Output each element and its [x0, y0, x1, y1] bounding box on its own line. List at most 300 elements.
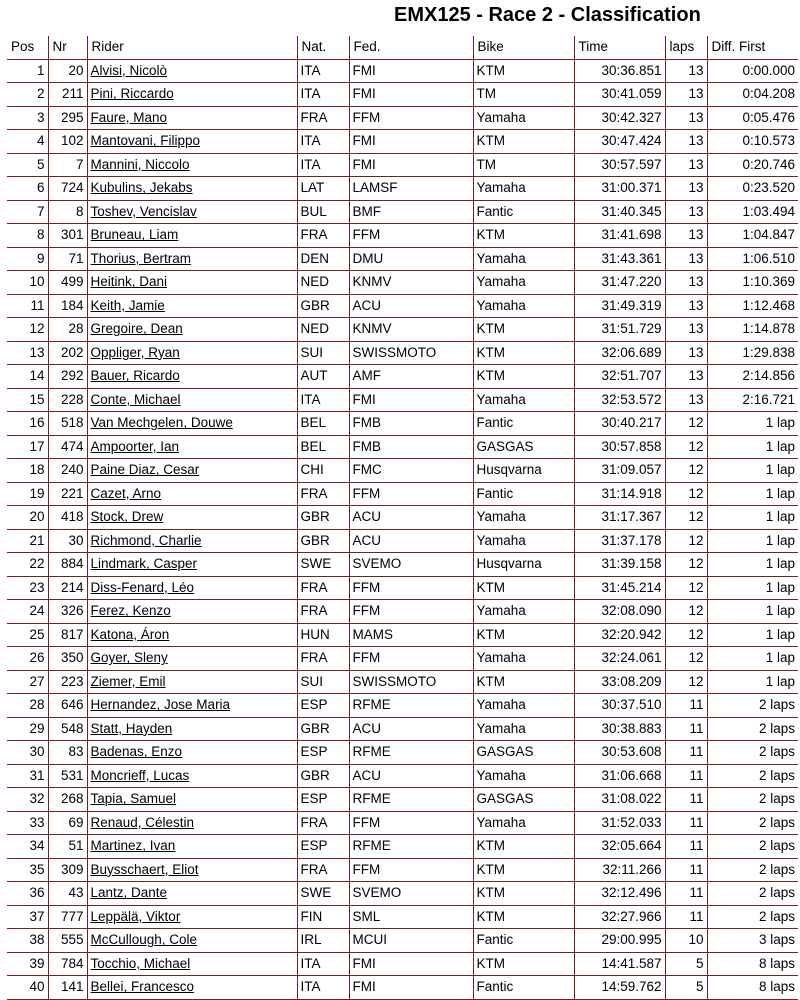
cell-laps: 12: [665, 623, 707, 647]
cell-laps: 11: [665, 717, 707, 741]
cell-laps: 12: [665, 435, 707, 459]
cell-diff-first: 2 laps: [707, 905, 798, 929]
cell-pos: 2: [7, 83, 48, 107]
cell-diff-first: 0:04.208: [707, 83, 798, 107]
cell-rider: [87, 647, 297, 671]
cell-rider: [87, 764, 297, 788]
cell-nr: 817: [48, 623, 87, 647]
cell-laps: 10: [665, 929, 707, 953]
cell-nat: ITA: [297, 59, 349, 83]
cell-time: 32:27.966: [574, 905, 665, 929]
cell-bike: Fantic: [473, 200, 574, 224]
cell-diff-first: 0:23.520: [707, 177, 798, 201]
header-nat: Nat.: [297, 36, 349, 59]
table-row: [7, 318, 798, 342]
cell-nr: 71: [48, 247, 87, 271]
cell-pos: 32: [7, 788, 48, 812]
cell-time: 31:49.319: [574, 294, 665, 318]
cell-diff-first: 2 laps: [707, 717, 798, 741]
table-row: [7, 905, 798, 929]
cell-bike: KTM: [473, 623, 574, 647]
rider-link[interactable]: Lindmark, Casper: [90, 556, 198, 572]
cell-laps: 13: [665, 318, 707, 342]
cell-fed: RFME: [349, 788, 473, 812]
cell-laps: 13: [665, 224, 707, 248]
rider-link[interactable]: Pini, Riccardo: [90, 86, 174, 102]
cell-nat: HUN: [297, 623, 349, 647]
cell-bike: KTM: [473, 341, 574, 365]
cell-nat: ESP: [297, 788, 349, 812]
cell-nr: 8: [48, 200, 87, 224]
cell-bike: GASGAS: [473, 435, 574, 459]
rider-link[interactable]: Oppliger, Ryan: [90, 344, 180, 360]
cell-rider: [87, 294, 297, 318]
rider-link[interactable]: Renaud, Célestin: [90, 814, 195, 830]
cell-bike: Yamaha: [473, 388, 574, 412]
cell-bike: Yamaha: [473, 694, 574, 718]
table-row: [7, 647, 798, 671]
cell-laps: 13: [665, 200, 707, 224]
cell-time: 31:08.022: [574, 788, 665, 812]
cell-fed: BMF: [349, 200, 473, 224]
table-row: [7, 482, 798, 506]
cell-nr: 30: [48, 529, 87, 553]
cell-fed: FMI: [349, 388, 473, 412]
table-row: [7, 435, 798, 459]
cell-diff-first: 1 lap: [707, 623, 798, 647]
cell-pos: 8: [7, 224, 48, 248]
cell-bike: Yamaha: [473, 647, 574, 671]
table-row: [7, 529, 798, 553]
cell-fed: SWISSMOTO: [349, 670, 473, 694]
cell-time: 14:41.587: [574, 952, 665, 976]
cell-pos: 5: [7, 153, 48, 177]
rider-link[interactable]: Tapia, Samuel: [90, 791, 177, 807]
cell-time: 30:57.597: [574, 153, 665, 177]
cell-nr: 69: [48, 811, 87, 835]
rider-link[interactable]: Tocchio, Michael: [90, 955, 191, 971]
table-row: [7, 764, 798, 788]
cell-fed: FFM: [349, 482, 473, 506]
cell-nat: FRA: [297, 224, 349, 248]
cell-rider: [87, 435, 297, 459]
rider-link[interactable]: Statt, Hayden: [90, 720, 173, 736]
cell-time: 31:52.033: [574, 811, 665, 835]
rider-link[interactable]: Badenas, Enzo: [90, 744, 183, 760]
cell-nat: ITA: [297, 130, 349, 154]
cell-diff-first: 1 lap: [707, 553, 798, 577]
cell-laps: 11: [665, 764, 707, 788]
cell-pos: 15: [7, 388, 48, 412]
cell-rider: [87, 858, 297, 882]
cell-nr: 51: [48, 835, 87, 859]
cell-laps: 13: [665, 388, 707, 412]
rider-link[interactable]: Conte, Michael: [90, 391, 181, 407]
cell-nat: FRA: [297, 106, 349, 130]
cell-diff-first: 8 laps: [707, 952, 798, 976]
table-row: [7, 882, 798, 906]
cell-laps: 11: [665, 694, 707, 718]
table-row: [7, 106, 798, 130]
cell-diff-first: 1 lap: [707, 576, 798, 600]
cell-pos: 29: [7, 717, 48, 741]
cell-time: 30:38.883: [574, 717, 665, 741]
cell-nat: AUT: [297, 365, 349, 389]
cell-nat: BUL: [297, 200, 349, 224]
rider-link[interactable]: Ampoorter, Ian: [90, 438, 180, 454]
cell-laps: 13: [665, 130, 707, 154]
cell-rider: [87, 553, 297, 577]
cell-pos: 4: [7, 130, 48, 154]
cell-nat: FRA: [297, 858, 349, 882]
cell-nat: FIN: [297, 905, 349, 929]
table-row: [7, 623, 798, 647]
cell-nr: 309: [48, 858, 87, 882]
cell-bike: TM: [473, 83, 574, 107]
cell-nat: ITA: [297, 952, 349, 976]
rider-link[interactable]: Paine Diaz, Cesar: [90, 462, 200, 478]
cell-pos: 17: [7, 435, 48, 459]
cell-bike: KTM: [473, 318, 574, 342]
table-row: [7, 929, 798, 953]
rider-link[interactable]: Katona, Áron: [90, 626, 170, 642]
header-bike: Bike: [473, 36, 574, 59]
cell-pos: 38: [7, 929, 48, 953]
cell-nr: 268: [48, 788, 87, 812]
cell-nat: LAT: [297, 177, 349, 201]
cell-diff-first: 0:05.476: [707, 106, 798, 130]
cell-pos: 24: [7, 600, 48, 624]
cell-bike: Yamaha: [473, 247, 574, 271]
cell-pos: 10: [7, 271, 48, 295]
table-row: [7, 788, 798, 812]
cell-pos: 39: [7, 952, 48, 976]
cell-nr: 221: [48, 482, 87, 506]
cell-fed: SVEMO: [349, 553, 473, 577]
cell-diff-first: 0:00.000: [707, 59, 798, 83]
cell-time: 31:45.214: [574, 576, 665, 600]
rider-link[interactable]: Bauer, Ricardo: [90, 368, 180, 384]
cell-time: 31:17.367: [574, 506, 665, 530]
cell-bike: KTM: [473, 365, 574, 389]
cell-time: 31:37.178: [574, 529, 665, 553]
header-rider: Rider: [87, 36, 297, 59]
cell-time: 30:47.424: [574, 130, 665, 154]
table-row: [7, 600, 798, 624]
cell-fed: ACU: [349, 294, 473, 318]
cell-rider: [87, 177, 297, 201]
table-row: [7, 153, 798, 177]
cell-nat: SWE: [297, 882, 349, 906]
cell-pos: 35: [7, 858, 48, 882]
cell-bike: Yamaha: [473, 529, 574, 553]
cell-bike: Fantic: [473, 929, 574, 953]
cell-nr: 784: [48, 952, 87, 976]
cell-pos: 7: [7, 200, 48, 224]
rider-link[interactable]: Mannini, Niccolo: [90, 156, 190, 172]
cell-laps: 13: [665, 83, 707, 107]
rider-link[interactable]: Faure, Mano: [90, 109, 168, 125]
cell-rider: [87, 600, 297, 624]
header-time: Time: [574, 36, 665, 59]
cell-fed: AMF: [349, 365, 473, 389]
cell-laps: 11: [665, 741, 707, 765]
cell-diff-first: 3 laps: [707, 929, 798, 953]
table-row: [7, 271, 798, 295]
table-row: [7, 835, 798, 859]
cell-laps: 13: [665, 59, 707, 83]
table-row: [7, 811, 798, 835]
rider-link[interactable]: Moncrieff, Lucas: [90, 767, 190, 783]
rider-link[interactable]: Van Mechgelen, Douwe: [90, 415, 233, 431]
cell-bike: KTM: [473, 835, 574, 859]
cell-rider: [87, 576, 297, 600]
rider-link[interactable]: Kubulins, Jekabs: [90, 180, 193, 196]
cell-laps: 5: [665, 952, 707, 976]
cell-diff-first: 1 lap: [707, 670, 798, 694]
cell-nr: 518: [48, 412, 87, 436]
cell-nat: ESP: [297, 741, 349, 765]
cell-time: 31:43.361: [574, 247, 665, 271]
cell-fed: KNMV: [349, 271, 473, 295]
rider-link[interactable]: Mantovani, Filippo: [90, 133, 201, 149]
header-laps: laps: [665, 36, 707, 59]
cell-pos: 12: [7, 318, 48, 342]
rider-link[interactable]: Toshev, Vencislav: [90, 203, 197, 219]
cell-nr: 228: [48, 388, 87, 412]
table-row: [7, 224, 798, 248]
cell-fed: FMI: [349, 83, 473, 107]
cell-fed: FMI: [349, 130, 473, 154]
cell-rider: [87, 341, 297, 365]
cell-nr: 7: [48, 153, 87, 177]
cell-fed: FFM: [349, 106, 473, 130]
table-row: [7, 717, 798, 741]
cell-nat: BEL: [297, 412, 349, 436]
rider-link[interactable]: Keith, Jamie: [90, 297, 165, 313]
rider-link[interactable]: Richmond, Charlie: [90, 532, 202, 548]
cell-time: 33:08.209: [574, 670, 665, 694]
cell-rider: [87, 59, 297, 83]
cell-laps: 11: [665, 835, 707, 859]
cell-pos: 9: [7, 247, 48, 271]
rider-link[interactable]: Heitink, Dani: [90, 274, 168, 290]
table-row: [7, 130, 798, 154]
cell-pos: 40: [7, 976, 48, 1000]
cell-nr: 646: [48, 694, 87, 718]
cell-nr: 350: [48, 647, 87, 671]
cell-laps: 13: [665, 365, 707, 389]
cell-fed: ACU: [349, 764, 473, 788]
cell-fed: ACU: [349, 717, 473, 741]
cell-nat: GBR: [297, 506, 349, 530]
cell-nat: SUI: [297, 341, 349, 365]
header-fed: Fed.: [349, 36, 473, 59]
rider-link[interactable]: Diss-Fenard, Léo: [90, 579, 195, 595]
rider-link[interactable]: Bellei, Francesco: [90, 979, 195, 995]
cell-bike: KTM: [473, 576, 574, 600]
cell-fed: FFM: [349, 600, 473, 624]
cell-nr: 474: [48, 435, 87, 459]
cell-nr: 548: [48, 717, 87, 741]
cell-nr: 499: [48, 271, 87, 295]
table-row: [7, 952, 798, 976]
cell-nat: ESP: [297, 694, 349, 718]
cell-laps: 13: [665, 341, 707, 365]
cell-rider: [87, 788, 297, 812]
cell-pos: 23: [7, 576, 48, 600]
cell-fed: FFM: [349, 858, 473, 882]
cell-time: 31:51.729: [574, 318, 665, 342]
cell-bike: Husqvarna: [473, 553, 574, 577]
cell-rider: [87, 929, 297, 953]
cell-bike: Yamaha: [473, 506, 574, 530]
cell-diff-first: 0:10.573: [707, 130, 798, 154]
cell-rider: [87, 130, 297, 154]
rider-link[interactable]: Hernandez, Jose Maria: [90, 697, 231, 713]
cell-nr: 141: [48, 976, 87, 1000]
cell-nr: 102: [48, 130, 87, 154]
cell-time: 32:12.496: [574, 882, 665, 906]
cell-diff-first: 2 laps: [707, 811, 798, 835]
cell-rider: [87, 623, 297, 647]
cell-pos: 26: [7, 647, 48, 671]
cell-rider: [87, 318, 297, 342]
cell-bike: KTM: [473, 670, 574, 694]
cell-fed: SML: [349, 905, 473, 929]
cell-diff-first: 1:03.494: [707, 200, 798, 224]
cell-fed: RFME: [349, 835, 473, 859]
cell-laps: 11: [665, 905, 707, 929]
cell-bike: Fantic: [473, 412, 574, 436]
cell-bike: TM: [473, 153, 574, 177]
cell-fed: FMI: [349, 59, 473, 83]
rider-link[interactable]: Goyer, Sleny: [90, 650, 168, 666]
cell-diff-first: 2 laps: [707, 858, 798, 882]
table-row: [7, 200, 798, 224]
rider-link[interactable]: Ferez, Kenzo: [90, 603, 171, 619]
cell-laps: 11: [665, 788, 707, 812]
cell-fed: ACU: [349, 529, 473, 553]
cell-laps: 11: [665, 858, 707, 882]
rider-link[interactable]: Martinez, Ivan: [90, 838, 176, 854]
cell-rider: [87, 952, 297, 976]
cell-diff-first: 1:12.468: [707, 294, 798, 318]
cell-nat: GBR: [297, 764, 349, 788]
rider-link[interactable]: Gregoire, Dean: [90, 321, 183, 337]
rider-link[interactable]: Ziemer, Emil: [90, 673, 166, 689]
cell-laps: 12: [665, 506, 707, 530]
cell-pos: 36: [7, 882, 48, 906]
rider-link[interactable]: Thorius, Bertram: [90, 250, 192, 266]
cell-nat: FRA: [297, 600, 349, 624]
cell-fed: FFM: [349, 811, 473, 835]
rider-link[interactable]: Cazet, Arno: [90, 485, 162, 501]
cell-rider: [87, 200, 297, 224]
cell-bike: Yamaha: [473, 271, 574, 295]
cell-diff-first: 1 lap: [707, 435, 798, 459]
rider-link[interactable]: Bruneau, Liam: [90, 227, 179, 243]
cell-fed: ACU: [349, 506, 473, 530]
table-row: [7, 670, 798, 694]
cell-nr: 555: [48, 929, 87, 953]
cell-laps: 12: [665, 412, 707, 436]
cell-pos: 21: [7, 529, 48, 553]
cell-rider: [87, 882, 297, 906]
rider-link[interactable]: Alvisi, Nicolò: [90, 62, 168, 78]
cell-bike: KTM: [473, 130, 574, 154]
table-row: [7, 553, 798, 577]
cell-laps: 13: [665, 247, 707, 271]
cell-pos: 30: [7, 741, 48, 765]
rider-link[interactable]: McCullough, Cole: [90, 932, 198, 948]
cell-bike: Husqvarna: [473, 459, 574, 483]
rider-link[interactable]: Leppälä, Viktor: [90, 908, 181, 924]
cell-diff-first: 1:04.847: [707, 224, 798, 248]
cell-laps: 13: [665, 294, 707, 318]
cell-time: 31:06.668: [574, 764, 665, 788]
cell-fed: RFME: [349, 741, 473, 765]
cell-nat: SUI: [297, 670, 349, 694]
cell-pos: 16: [7, 412, 48, 436]
cell-pos: 19: [7, 482, 48, 506]
cell-diff-first: 8 laps: [707, 976, 798, 1000]
cell-nat: FRA: [297, 811, 349, 835]
cell-time: 31:09.057: [574, 459, 665, 483]
cell-laps: 11: [665, 882, 707, 906]
cell-laps: 12: [665, 553, 707, 577]
cell-bike: Yamaha: [473, 106, 574, 130]
cell-diff-first: 2 laps: [707, 764, 798, 788]
cell-bike: KTM: [473, 224, 574, 248]
cell-diff-first: 2 laps: [707, 741, 798, 765]
cell-diff-first: 1 lap: [707, 506, 798, 530]
cell-rider: [87, 459, 297, 483]
cell-nat: GBR: [297, 717, 349, 741]
table-row: [7, 365, 798, 389]
cell-rider: [87, 976, 297, 1000]
cell-bike: KTM: [473, 59, 574, 83]
rider-link[interactable]: Lantz, Dante: [90, 885, 168, 901]
cell-nr: 777: [48, 905, 87, 929]
cell-nat: ITA: [297, 83, 349, 107]
cell-nat: GBR: [297, 529, 349, 553]
cell-fed: FMI: [349, 976, 473, 1000]
cell-diff-first: 1 lap: [707, 529, 798, 553]
cell-time: 31:39.158: [574, 553, 665, 577]
table-row: [7, 177, 798, 201]
rider-link[interactable]: Stock, Drew: [90, 509, 164, 525]
cell-bike: Yamaha: [473, 600, 574, 624]
table-row: [7, 506, 798, 530]
table-row: [7, 858, 798, 882]
cell-bike: Yamaha: [473, 177, 574, 201]
cell-time: 31:40.345: [574, 200, 665, 224]
cell-rider: [87, 388, 297, 412]
cell-pos: 34: [7, 835, 48, 859]
cell-pos: 20: [7, 506, 48, 530]
cell-nr: 292: [48, 365, 87, 389]
cell-rider: [87, 529, 297, 553]
results-body: [7, 59, 798, 999]
cell-nr: 531: [48, 764, 87, 788]
cell-nat: IRL: [297, 929, 349, 953]
cell-rider: [87, 224, 297, 248]
cell-fed: FMB: [349, 435, 473, 459]
cell-nr: 83: [48, 741, 87, 765]
rider-link[interactable]: Buysschaert, Eliot: [90, 861, 199, 877]
cell-nat: NED: [297, 271, 349, 295]
